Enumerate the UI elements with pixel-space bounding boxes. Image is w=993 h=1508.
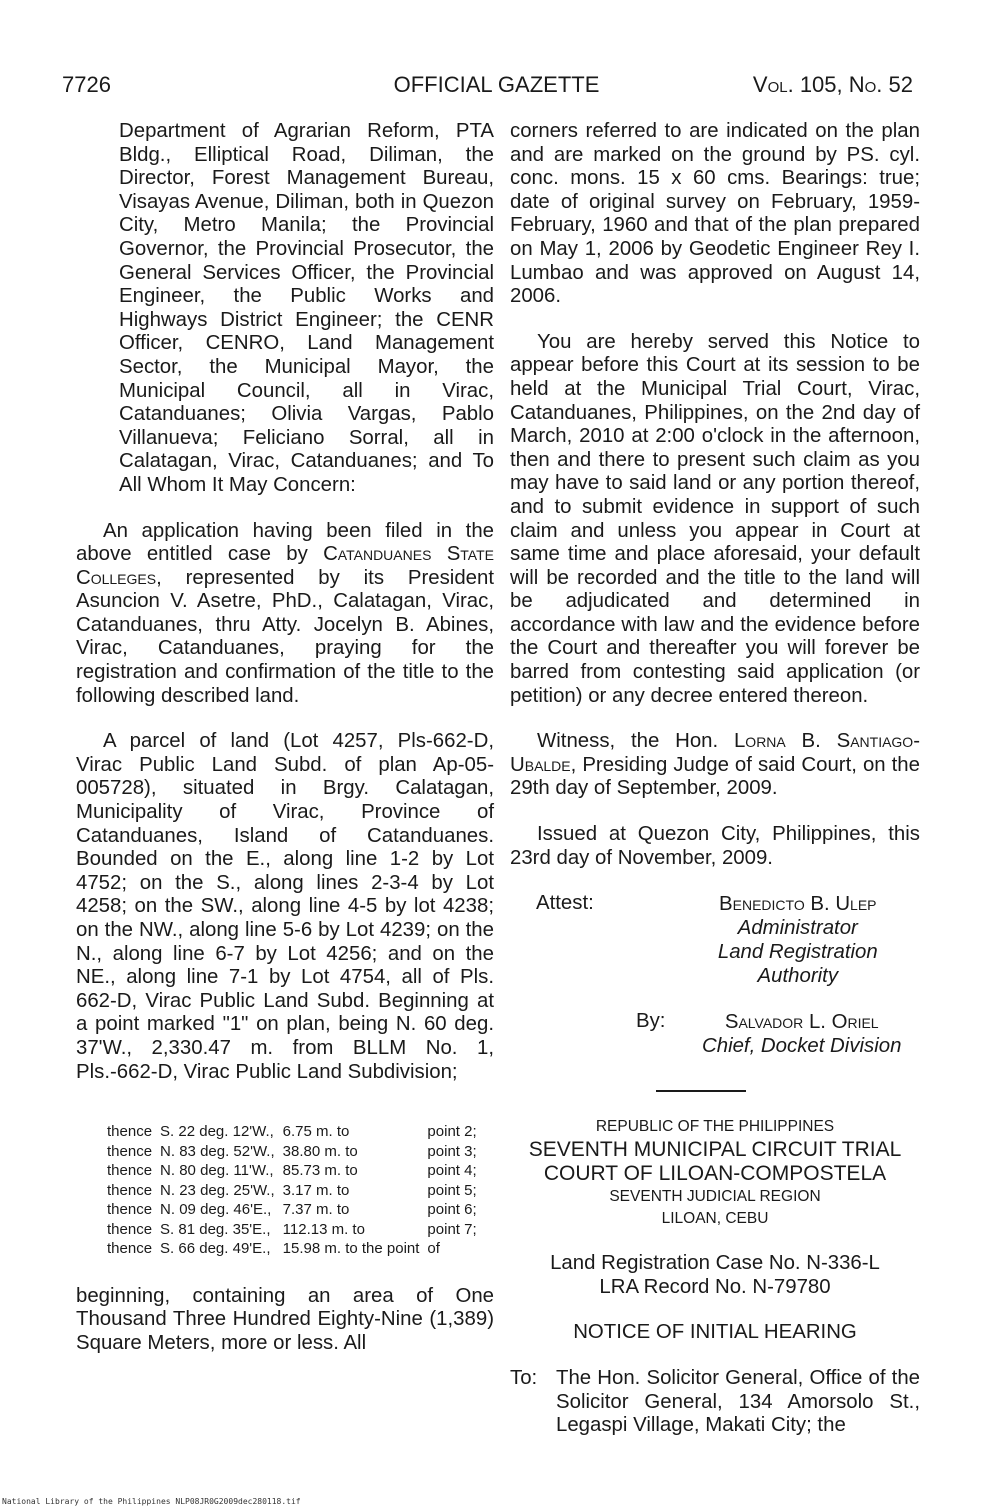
court-city: LILOAN, CEBU <box>661 1210 769 1228</box>
course-row <box>107 1200 485 1220</box>
parcel-description: A parcel of land (Lot 4257, Pls-662-D, Virac Public Land Subd. of plan Ap-05-005728), situated in Brgy. Calatagan, Municipality of Virac, Province of Catanduanes, Island of Catanduanes. Bounded on the E., along line 1-2 by Lot 4752; on the S., along lines 2-3-4 by Lot 4258; on the SW., along line 4-5 by lot 4238; on the NW., along line 5-6 by Lot 4239; on the N., along line 6-7 by Lot 4256; and on the NE., along line 7-1 by Lot 4754, all of Pls. 662-D, Virac Public Land Subd. Beginning at a point marked "1" on plan, being N. 60 deg. 37'W., 2,330.47 m. from BLLM No. 1, Pls.-662-D, Virac Public Land Subdivision; <box>76 730 494 1083</box>
course-distance: 7.37 m. to <box>282 1201 350 1219</box>
case-number: Land Registration Case No. N-336-L <box>550 1252 880 1275</box>
course-word: thence <box>107 1142 153 1160</box>
course-word: thence <box>107 1123 153 1141</box>
by-label: By: <box>636 1010 666 1033</box>
course-point: point 5; <box>427 1181 477 1199</box>
course-row <box>107 1220 485 1240</box>
republic-line: REPUBLIC OF THE PHILIPPINES <box>595 1118 835 1136</box>
course-distance: 112.13 m. to <box>282 1220 365 1238</box>
attest-name: Benedicto B. Ulep <box>719 893 877 916</box>
course-word: thence <box>107 1220 153 1238</box>
course-point: point 7; <box>427 1220 477 1238</box>
course-row <box>107 1122 485 1142</box>
by-name: Salvador L. Oriel <box>724 1011 879 1034</box>
attest-title: Administrator <box>737 917 858 940</box>
course-bearing: N. 09 deg. 46'E., <box>160 1201 272 1219</box>
applicant-name: Catanduanes State Colleges <box>76 543 494 589</box>
course-point: point 2; <box>427 1123 477 1141</box>
course-word: thence <box>107 1162 153 1180</box>
attest-agency: Land Registration Authority <box>717 941 878 988</box>
section-divider <box>656 1090 746 1092</box>
attest-block <box>536 892 920 988</box>
case-numbers <box>510 1252 920 1299</box>
issued-paragraph: Issued at Quezon City, Philippines, this 23rd day of November, 2009. <box>510 823 920 869</box>
by-title: Chief, Docket Division <box>702 1035 902 1058</box>
court-name-line2: COURT OF LILOAN-COMPOSTELA <box>543 1162 887 1186</box>
course-point: point 6; <box>427 1201 477 1219</box>
attest-signature <box>676 892 920 988</box>
to-label: To: <box>510 1367 538 1389</box>
publication-title: OFFICIAL GAZETTE <box>393 72 600 97</box>
application-paragraph <box>76 520 494 709</box>
notice-paragraph: You are hereby served this Notice to appear before this Court at its session to be held at the Municipal Trial Court, Virac, Catanduanes, Philippines, on the 2nd day of March, 2010 at 2:00 o'clock in the afternoon, then and there to present such claim as you may have to said land or any portion thereof, and to submit evidence in support of such claim and unless you appear in Court at same time and place aforesaid, your default will be recorded and the title to the land will be adjudicated and determined in accordance with law and the evidence before the Court and thereafter you will forever be barred from contesting said application (or petition) or any decree entered thereon. <box>510 330 920 707</box>
application-text: An application having been filed in the above entitled case by <box>76 519 494 566</box>
left-column <box>76 120 494 1355</box>
witness-text-cont: , Presiding Judge of said Court, on the 29th day of September, 2009. <box>510 753 920 800</box>
course-bearing: N. 80 deg. 11'W., <box>160 1162 274 1180</box>
survey-courses-table <box>107 1122 485 1259</box>
course-point: point 3; <box>427 1142 477 1160</box>
by-signature <box>702 1010 901 1058</box>
addressees-paragraph: Department of Agrarian Reform, PTA Bldg., Elliptical Road, Diliman, the Director, Forest Management Bureau, Visayas Avenue, Diliman, both in Quezon City, Metro Manila; the Provincial Governor, the Provincial Prosecutor, the General Services Officer, the Provincial Engineer, the Public Works and Highways District Engineer; the CENR Officer, CENRO, Land Management Sector, the Municipal Mayor, the Municipal Council, all in Virac, Catanduanes; Olivia Vargas, Pablo Villanueva; Feliciano Sorral, all in Calatagan, Virac, Catanduanes; and To All Whom It May Concern: <box>119 120 494 496</box>
course-distance: 38.80 m. to <box>282 1142 358 1160</box>
course-bearing: S. 66 deg. 49'E., <box>160 1240 271 1258</box>
judge-name: Lorna B. Santiago-Ubalde <box>510 730 920 776</box>
attest-label: Attest: <box>536 892 594 915</box>
to-addressees: The Hon. Solicitor General, Office of the Solicitor General, 134 Amorsolo St., Legaspi Village, Makati City; the <box>556 1367 920 1437</box>
course-bearing: S. 81 deg. 35'E., <box>160 1220 271 1238</box>
course-row <box>107 1181 485 1201</box>
course-distance: 15.98 m. to the point <box>282 1240 420 1258</box>
notice-title: NOTICE OF INITIAL HEARING <box>573 1321 857 1344</box>
judicial-region: SEVENTH JUDICIAL REGION <box>609 1188 821 1206</box>
course-bearing: S. 22 deg. 12'W., <box>160 1123 274 1141</box>
area-paragraph: beginning, containing an area of One Thousand Three Hundred Eighty-Nine (1,389) Square Meters, more or less. All <box>76 1284 494 1354</box>
witness-paragraph <box>510 730 920 801</box>
course-row <box>107 1142 485 1162</box>
volume-number: Vol. 105, No. 52 <box>752 72 913 97</box>
course-row <box>107 1161 485 1181</box>
by-block <box>636 1010 920 1058</box>
page-number: 7726 <box>62 72 111 97</box>
course-word: thence <box>107 1240 153 1258</box>
court-heading <box>510 1116 920 1230</box>
right-column <box>510 120 920 1438</box>
to-block <box>510 1367 920 1438</box>
witness-text: Witness, the Hon. <box>537 730 719 753</box>
course-bearing: N. 83 deg. 52'W., <box>160 1142 275 1160</box>
course-point: of <box>427 1240 440 1258</box>
corners-paragraph: corners referred to are indicated on the plan and are marked on the ground by PS. cyl. conc. mons. 15 x 60 cms. Bearings: true; date of original survey on February, 1959-February, 1960 and that of the plan prepared on May 1, 2006 by Geodetic Engineer Rey I. Lumbao and was approved on August 14, 2006. <box>510 120 920 308</box>
course-distance: 6.75 m. to <box>282 1123 350 1141</box>
course-distance: 85.73 m. to <box>282 1162 358 1180</box>
application-text-cont: , represented by its President Asuncion V. Asetre, PhD., Calatagan, Virac, Catanduanes, thru Atty. Jocelyn B. Abines, Virac, Catanduanes, praying for the registration and confirmation of the title to the following described land. <box>76 566 494 707</box>
scan-footer: National Library of the Philippines NLP08JR0G2009dec280118.tif <box>2 1497 301 1506</box>
lra-record-number: LRA Record No. N-79780 <box>599 1275 831 1298</box>
course-word: thence <box>107 1181 153 1199</box>
course-word: thence <box>107 1201 153 1219</box>
course-bearing: N. 23 deg. 25'W., <box>160 1181 275 1199</box>
course-distance: 3.17 m. to <box>282 1181 350 1199</box>
course-row <box>107 1239 485 1259</box>
court-name-line1: SEVENTH MUNICIPAL CIRCUIT TRIAL <box>528 1138 902 1162</box>
course-point: point 4; <box>427 1162 477 1180</box>
